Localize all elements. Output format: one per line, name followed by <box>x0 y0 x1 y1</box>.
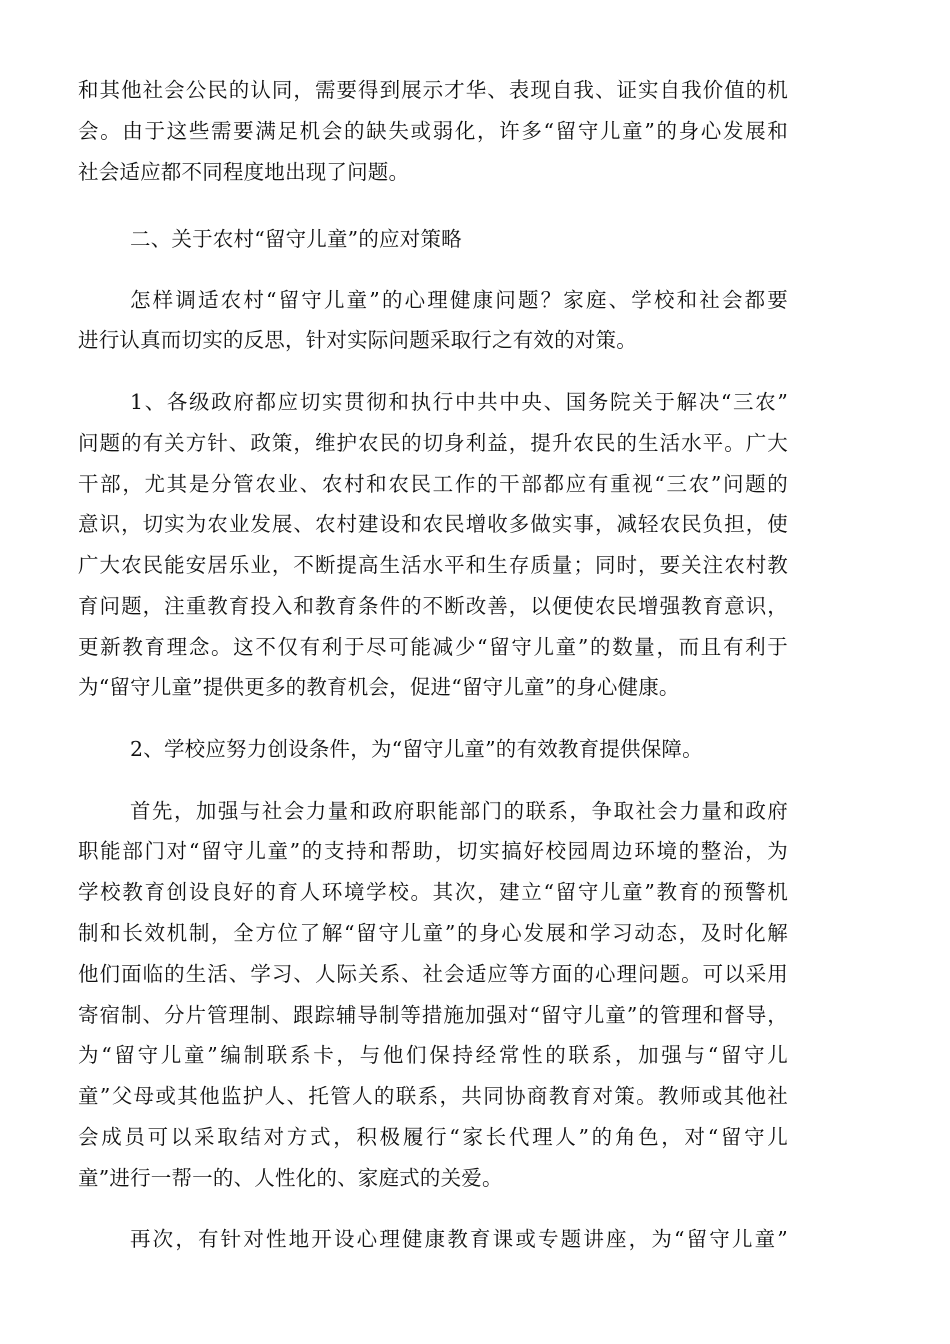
text-line: 会。由于这些需要满足机会的缺失或弱化，许多“留守儿童”的身心发展和 <box>78 119 788 143</box>
text-line: 他们面临的生活、学习、人际关系、社会适应等方面的心理问题。可以采用 <box>78 962 788 986</box>
text-line: 育问题，注重教育投入和教育条件的不断改善，以便使农民增强教育意识， <box>78 594 788 618</box>
text-line: 童”父母或其他监护人、托管人的联系，共同协商教育对策。教师或其他社 <box>78 1084 788 1108</box>
text-line: 寄宿制、分片管理制、跟踪辅导制等措施加强对“留守儿童”的管理和督导， <box>78 1003 788 1027</box>
text-line: 制和长效机制，全方位了解“留守儿童”的身心发展和学习动态，及时化解 <box>78 921 788 945</box>
text-line: 会成员可以采取结对方式，积极履行“家长代理人”的角色，对“留守儿 <box>78 1125 788 1149</box>
text-line: 问题的有关方针、政策，维护农民的切身利益，提升农民的生活水平。广大 <box>78 431 788 455</box>
text-line: 为“留守儿童”提供更多的教育机会，促进“留守儿童”的身心健康。 <box>78 675 680 699</box>
text-line: 为“留守儿童”编制联系卡，与他们保持经常性的联系，加强与“留守儿 <box>78 1043 788 1067</box>
text-line: 1、各级政府都应切实贯彻和执行中共中央、国务院关于解决“三农” <box>130 390 788 414</box>
text-line: 社会适应都不同程度地出现了问题。 <box>78 160 410 184</box>
paragraph: 再次，有针对性地开设心理健康教育课或专题讲座，为“留守儿童” <box>130 1227 788 1251</box>
text-line: 职能部门对“留守儿童”的支持和帮助，切实搞好校园周边环境的整治，为 <box>78 839 788 863</box>
text-line: 学校教育创设良好的育人环境学校。其次，建立“留守儿童”教育的预警机 <box>78 880 788 904</box>
text-line: 童”进行一帮一的、人性化的、家庭式的关爱。 <box>78 1166 503 1190</box>
text-line: 意识，切实为农业发展、农村建设和农民增收多做实事，减轻农民负担，使 <box>78 512 788 536</box>
text-line: 进行认真而切实的反思，针对实际问题采取行之有效的对策。 <box>78 328 637 352</box>
text-line: 怎样调适农村“留守儿童”的心理健康问题？家庭、学校和社会都要 <box>130 288 788 312</box>
text-line: 干部，尤其是分管农业、农村和农民工作的干部都应有重视“三农”问题的 <box>78 472 788 496</box>
text-line: 首先，加强与社会力量和政府职能部门的联系，争取社会力量和政府 <box>130 799 788 823</box>
text-line: 广大农民能安居乐业，不断提高生活水平和生存质量；同时，要关注农村教 <box>78 553 788 577</box>
section-heading: 二、关于农村“留守儿童”的应对策略 <box>130 227 462 251</box>
text-line: 和其他社会公民的认同，需要得到展示才华、表现自我、证实自我价值的机 <box>78 78 788 102</box>
paragraph-item-2: 2、学校应努力创设条件，为“留守儿童”的有效教育提供保障。 <box>130 737 703 761</box>
text-line: 更新教育理念。这不仅有利于尽可能减少“留守儿童”的数量，而且有利于 <box>78 635 788 659</box>
